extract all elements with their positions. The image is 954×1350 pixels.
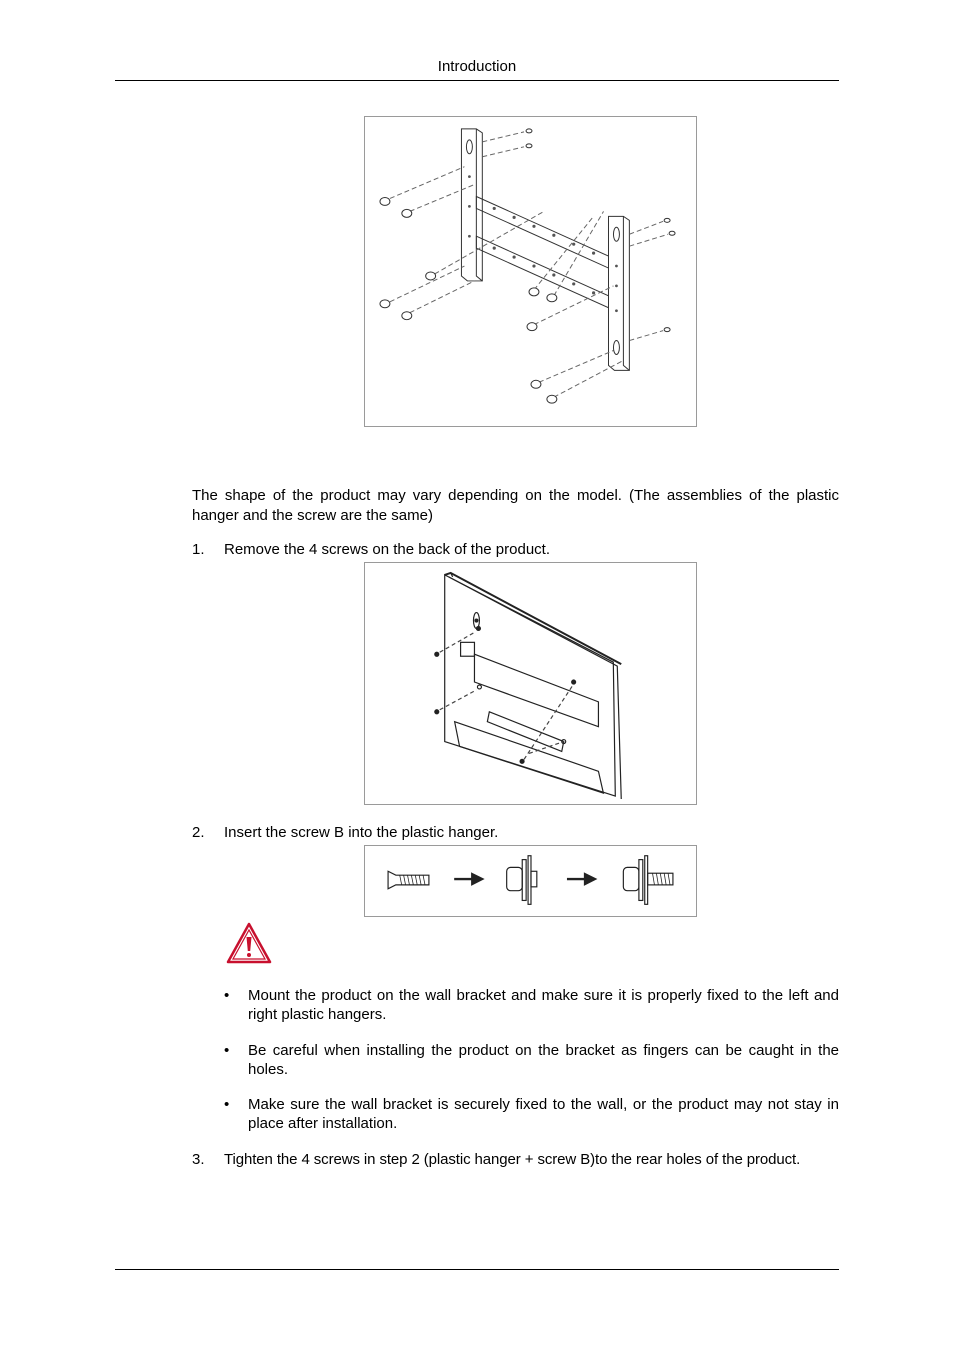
bullet-dot: •: [224, 1042, 230, 1059]
intro-paragraph: The shape of the product may vary depending on the model. (The assemblies of the plastic hanger and the screw are the same): [192, 487, 839, 524]
bullet-dot: •: [224, 987, 230, 1004]
step-1-number: 1.: [192, 541, 205, 558]
warning-bullet-3-text: Make sure the wall bracket is securely fixed to the wall, or the product may not stay in place after installation.: [248, 1096, 839, 1132]
wall-bracket-assembly-figure: [364, 116, 697, 427]
warning-bullet-3: [224, 1095, 839, 1133]
bullet-dot: •: [224, 1096, 230, 1113]
screw-into-hanger-figure: [364, 845, 697, 917]
footer-rule: [115, 1269, 839, 1270]
header-rule: [115, 80, 839, 81]
step-2-number: 2.: [192, 824, 205, 841]
warning-bullet-2: [224, 1041, 839, 1079]
product-back-figure: [364, 562, 697, 805]
warning-bullet-1: [224, 986, 839, 1024]
step-2-text: Insert the screw B into the plastic hanger.: [224, 824, 499, 841]
step-3-text: Tighten the 4 screws in step 2 (plastic hanger + screw B)to the rear holes of the product.: [224, 1151, 801, 1168]
step-1-text: Remove the 4 screws on the back of the product.: [224, 541, 551, 558]
warning-bullet-2-text: Be careful when installing the product on the bracket as fingers can be caught in the holes.: [248, 1042, 839, 1078]
page-header-title: Introduction: [437, 58, 517, 75]
step-3-number: 3.: [192, 1151, 205, 1168]
warning-triangle-icon: [226, 922, 272, 964]
warning-bullet-1-text: Mount the product on the wall bracket and make sure it is properly fixed to the left and right plastic hangers.: [248, 987, 839, 1023]
